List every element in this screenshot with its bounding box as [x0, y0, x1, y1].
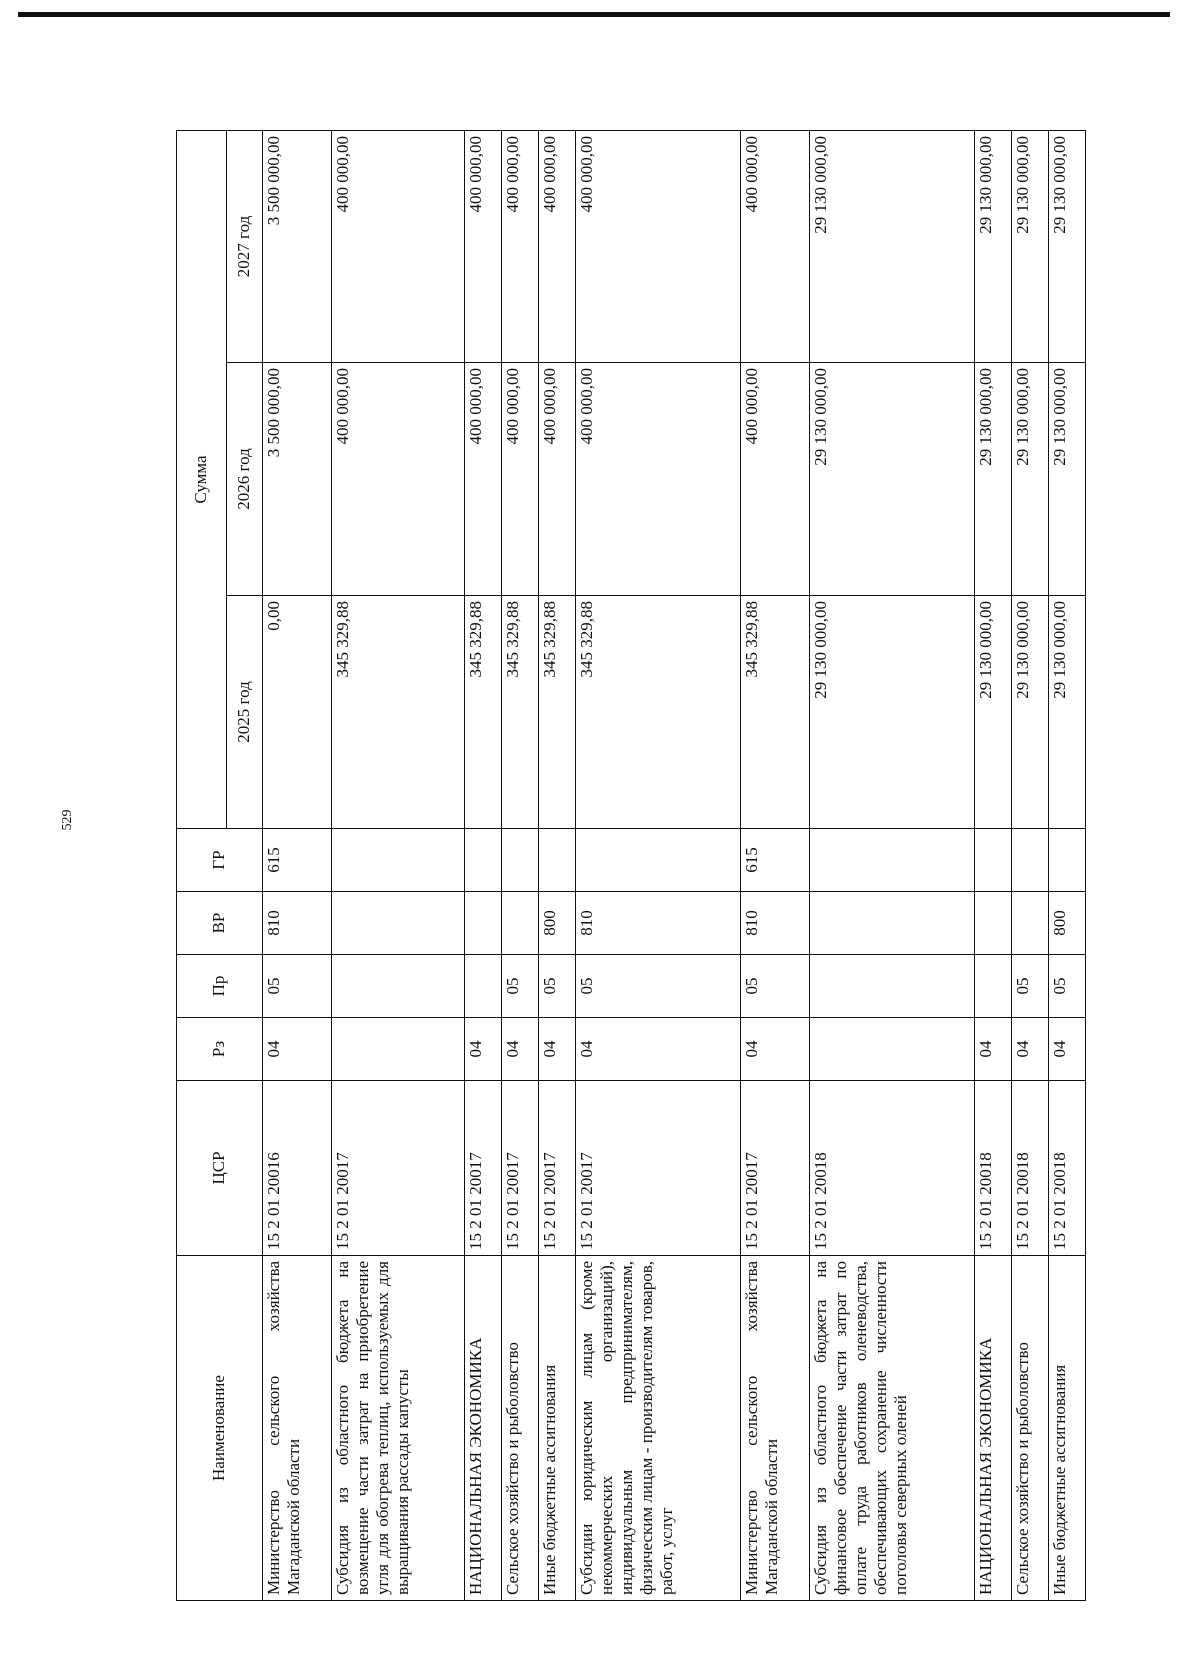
cell-name: Субсидии юридическим лицам (кроме некоммерческих организаций), индивидуальным предпринимателям, физическим лицам - производителям товаров, работ, услуг — [575, 1256, 740, 1601]
table-row — [1012, 130, 1049, 1600]
table-row — [810, 130, 975, 1600]
cell-rz: 04 — [538, 1018, 575, 1081]
table-row — [975, 130, 1012, 1600]
header-sum: Сумма — [177, 130, 227, 828]
cell-csr: 15 2 01 20018 — [1049, 1081, 1086, 1256]
cell-rz: 04 — [975, 1018, 1012, 1081]
cell-gr — [575, 829, 740, 892]
cell-2026: 29 130 000,00 — [1049, 363, 1086, 596]
cell-rz: 04 — [263, 1018, 332, 1081]
cell-2026: 3 500 000,00 — [263, 363, 332, 596]
cell-vr — [331, 892, 464, 955]
cell-vr — [975, 892, 1012, 955]
cell-vr — [1012, 892, 1049, 955]
cell-csr: 15 2 01 20016 — [263, 1081, 332, 1256]
cell-2026: 400 000,00 — [502, 363, 539, 596]
budget-table — [176, 130, 1086, 1601]
cell-gr — [465, 829, 502, 892]
header-gr: ГР — [177, 829, 263, 892]
cell-2026: 400 000,00 — [465, 363, 502, 596]
cell-csr: 15 2 01 20018 — [810, 1081, 975, 1256]
cell-vr: 800 — [1049, 892, 1086, 955]
cell-2027: 400 000,00 — [331, 130, 464, 362]
cell-2027: 29 130 000,00 — [975, 130, 1012, 362]
cell-pr: 05 — [1012, 955, 1049, 1018]
cell-rz — [810, 1018, 975, 1081]
cell-pr: 05 — [1049, 955, 1086, 1018]
cell-2025: 29 130 000,00 — [975, 596, 1012, 829]
cell-gr — [975, 829, 1012, 892]
cell-rz: 04 — [575, 1018, 740, 1081]
cell-2025: 345 329,88 — [502, 596, 539, 829]
page-number: 529 — [60, 809, 75, 831]
cell-pr — [465, 955, 502, 1018]
budget-table-wrapper — [176, 131, 1086, 1601]
cell-2027: 29 130 000,00 — [810, 130, 975, 362]
cell-gr — [502, 829, 539, 892]
cell-csr: 15 2 01 20017 — [331, 1081, 464, 1256]
cell-name: Субсидия из областного бюджета на финансовое обеспечение части затрат по оплате труда работников оленеводства, обеспечивающих сохранение численности поголовья северных оленей — [810, 1256, 975, 1601]
cell-name: НАЦИОНАЛЬНАЯ ЭКОНОМИКА — [975, 1256, 1012, 1601]
cell-name: Субсидия из областного бюджета на возмещение части затрат на приобретение угля для обогрева теплиц, используемых для выращивания рассады капусты — [331, 1256, 464, 1601]
table-row — [502, 130, 539, 1600]
cell-csr: 15 2 01 20018 — [975, 1081, 1012, 1256]
cell-2026: 400 000,00 — [538, 363, 575, 596]
cell-pr — [810, 955, 975, 1018]
cell-2025: 345 329,88 — [465, 596, 502, 829]
cell-gr — [810, 829, 975, 892]
cell-2027: 400 000,00 — [465, 130, 502, 362]
header-rz: Рз — [177, 1018, 263, 1081]
cell-2026: 29 130 000,00 — [975, 363, 1012, 596]
cell-gr — [1049, 829, 1086, 892]
table-row — [575, 130, 740, 1600]
cell-rz: 04 — [741, 1018, 810, 1081]
cell-2026: 400 000,00 — [575, 363, 740, 596]
cell-rz: 04 — [465, 1018, 502, 1081]
cell-vr: 810 — [575, 892, 740, 955]
cell-csr: 15 2 01 20017 — [538, 1081, 575, 1256]
header-vr: ВР — [177, 892, 263, 955]
cell-gr: 615 — [263, 829, 332, 892]
cell-2026: 29 130 000,00 — [1012, 363, 1049, 596]
cell-name: Иные бюджетные ассигнования — [538, 1256, 575, 1601]
header-2027: 2027 год — [227, 130, 263, 362]
cell-rz: 04 — [1049, 1018, 1086, 1081]
cell-pr: 05 — [538, 955, 575, 1018]
cell-vr — [502, 892, 539, 955]
cell-rz: 04 — [502, 1018, 539, 1081]
cell-gr — [331, 829, 464, 892]
cell-csr: 15 2 01 20017 — [575, 1081, 740, 1256]
cell-2025: 345 329,88 — [538, 596, 575, 829]
cell-pr: 05 — [502, 955, 539, 1018]
cell-2025: 29 130 000,00 — [1012, 596, 1049, 829]
cell-vr: 800 — [538, 892, 575, 955]
table-row — [1049, 130, 1086, 1600]
header-2025: 2025 год — [227, 596, 263, 829]
cell-2026: 400 000,00 — [741, 363, 810, 596]
cell-name: Сельское хозяйство и рыболовство — [502, 1256, 539, 1601]
cell-2027: 400 000,00 — [741, 130, 810, 362]
cell-2025: 345 329,88 — [331, 596, 464, 829]
cell-2025: 29 130 000,00 — [1049, 596, 1086, 829]
cell-csr: 15 2 01 20018 — [1012, 1081, 1049, 1256]
cell-gr: 615 — [741, 829, 810, 892]
cell-2026: 29 130 000,00 — [810, 363, 975, 596]
cell-2027: 400 000,00 — [502, 130, 539, 362]
table-row — [263, 130, 332, 1600]
table-row — [538, 130, 575, 1600]
cell-vr — [465, 892, 502, 955]
cell-2027: 400 000,00 — [575, 130, 740, 362]
cell-2027: 400 000,00 — [538, 130, 575, 362]
top-rule — [18, 12, 1170, 17]
header-pr: Пр — [177, 955, 263, 1018]
cell-gr — [538, 829, 575, 892]
cell-rz: 04 — [1012, 1018, 1049, 1081]
cell-pr — [331, 955, 464, 1018]
cell-2027: 3 500 000,00 — [263, 130, 332, 362]
cell-2025: 345 329,88 — [741, 596, 810, 829]
cell-pr: 05 — [263, 955, 332, 1018]
table-row — [331, 130, 464, 1600]
header-2026: 2026 год — [227, 363, 263, 596]
cell-pr — [975, 955, 1012, 1018]
cell-2025: 29 130 000,00 — [810, 596, 975, 829]
cell-pr: 05 — [741, 955, 810, 1018]
cell-csr: 15 2 01 20017 — [465, 1081, 502, 1256]
cell-2026: 400 000,00 — [331, 363, 464, 596]
cell-pr: 05 — [575, 955, 740, 1018]
cell-name: НАЦИОНАЛЬНАЯ ЭКОНОМИКА — [465, 1256, 502, 1601]
cell-name: Министерство сельского хозяйства Магаданской области — [263, 1256, 332, 1601]
cell-csr: 15 2 01 20017 — [741, 1081, 810, 1256]
header-name: Наименование — [177, 1256, 263, 1601]
cell-name: Министерство сельского хозяйства Магаданской области — [741, 1256, 810, 1601]
cell-2027: 29 130 000,00 — [1012, 130, 1049, 362]
cell-gr — [1012, 829, 1049, 892]
cell-name: Сельское хозяйство и рыболовство — [1012, 1256, 1049, 1601]
cell-2025: 0,00 — [263, 596, 332, 829]
header-csr: ЦСР — [177, 1081, 263, 1256]
table-row — [741, 130, 810, 1600]
cell-2027: 29 130 000,00 — [1049, 130, 1086, 362]
cell-vr: 810 — [263, 892, 332, 955]
cell-vr — [810, 892, 975, 955]
table-row — [465, 130, 502, 1600]
cell-vr: 810 — [741, 892, 810, 955]
header-row-1 — [177, 130, 227, 1600]
cell-name: Иные бюджетные ассигнования — [1049, 1256, 1086, 1601]
cell-csr: 15 2 01 20017 — [502, 1081, 539, 1256]
cell-rz — [331, 1018, 464, 1081]
cell-2025: 345 329,88 — [575, 596, 740, 829]
